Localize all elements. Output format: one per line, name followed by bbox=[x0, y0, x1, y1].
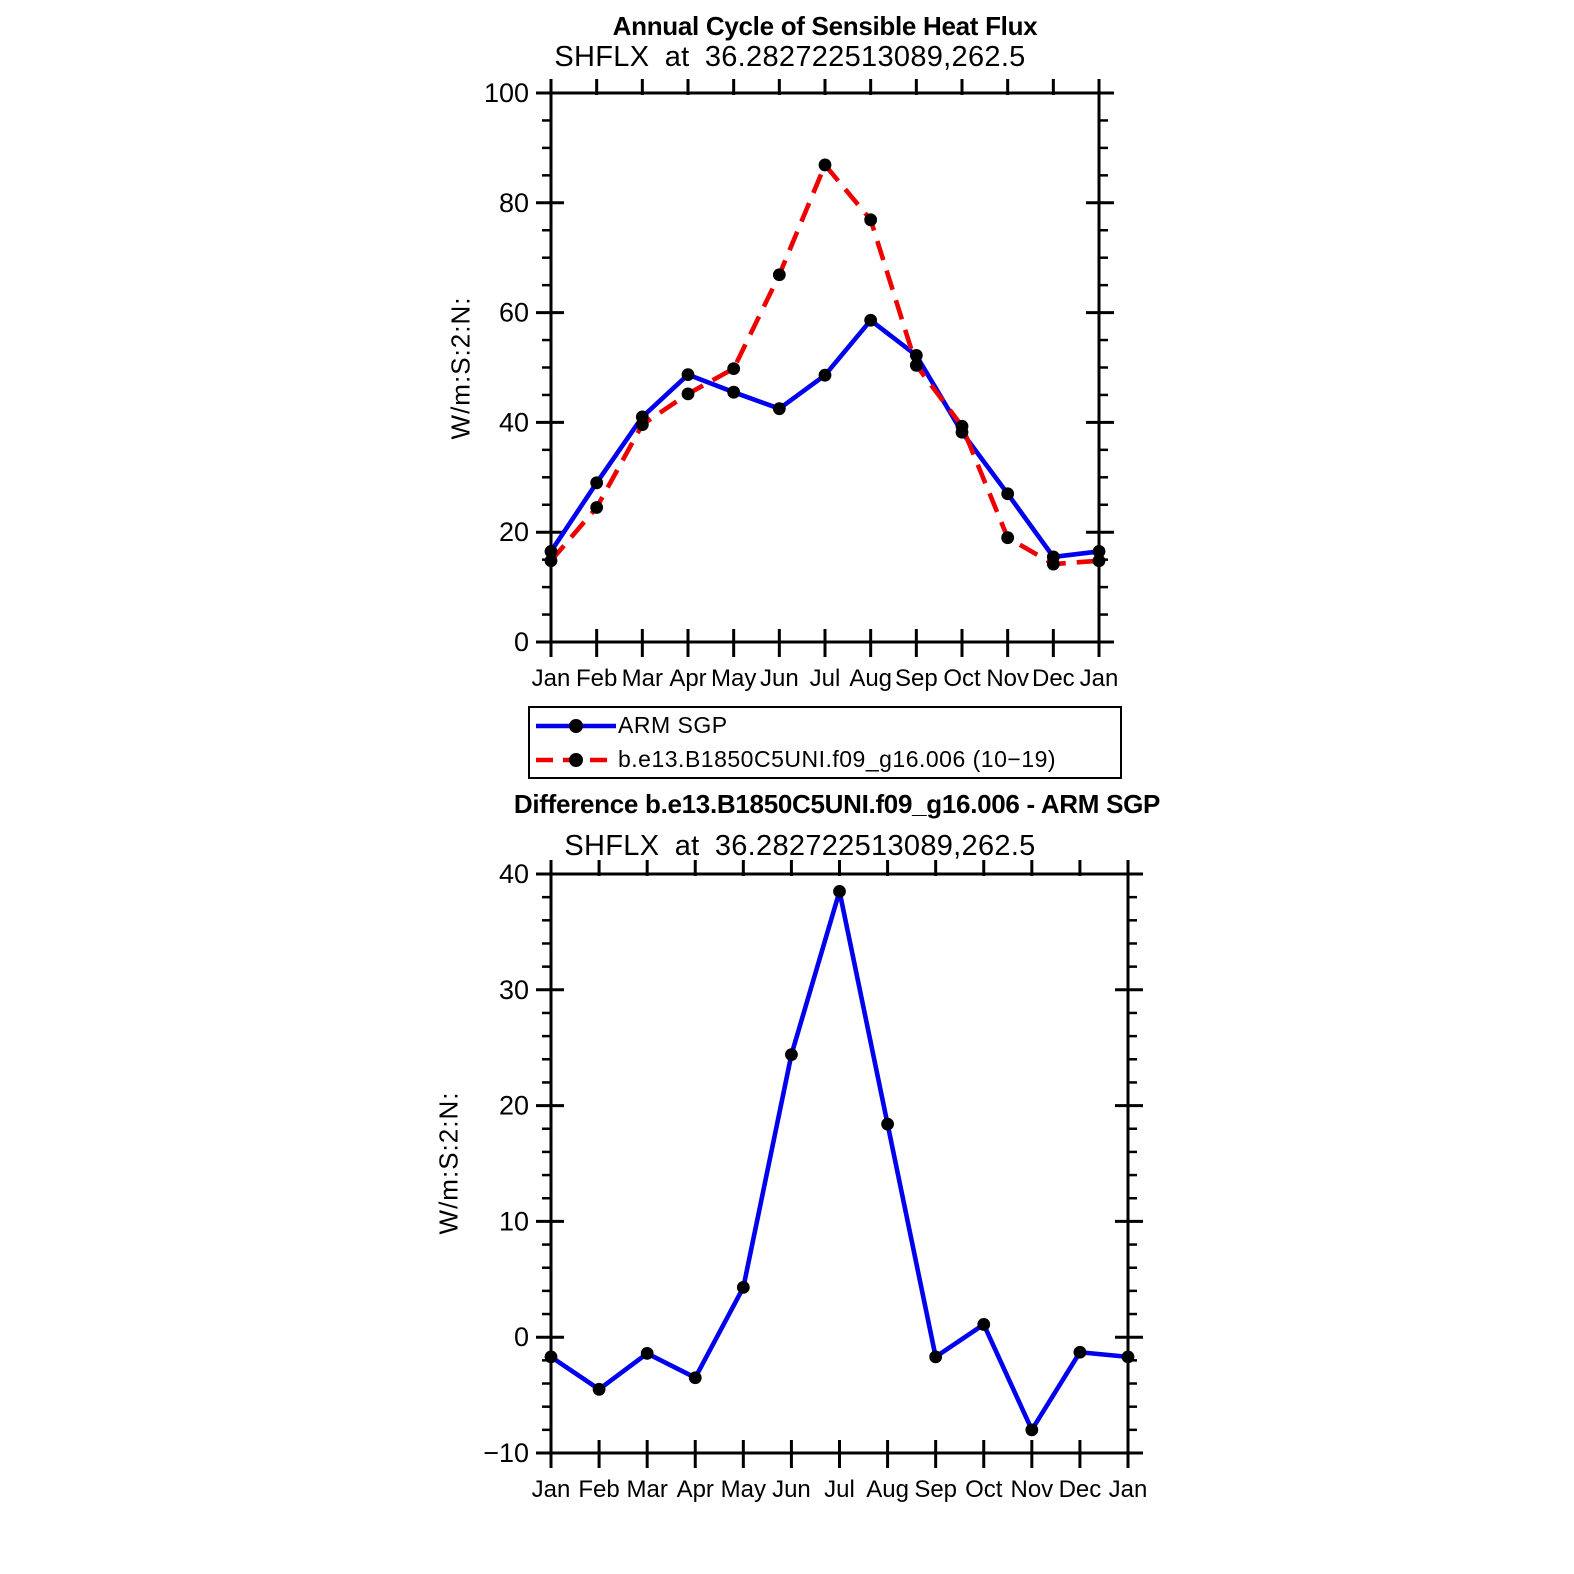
top-chart-title: Annual Cycle of Sensible Heat Flux bbox=[612, 11, 1038, 41]
data-point-marker bbox=[1074, 1346, 1087, 1359]
data-point-marker bbox=[593, 1383, 606, 1396]
y-tick-label: 40 bbox=[498, 407, 529, 438]
data-point-marker bbox=[682, 387, 695, 400]
y-tick-label: 20 bbox=[498, 517, 529, 548]
x-tick-label: Nov bbox=[986, 665, 1030, 692]
x-tick-label: Aug bbox=[866, 1476, 909, 1503]
data-point-marker bbox=[1122, 1350, 1135, 1363]
data-point-marker bbox=[833, 885, 846, 898]
legend-label: b.e13.B1850C5UNI.f09_g16.006 (10−19) bbox=[618, 746, 1057, 772]
legend-item-arm-sgp bbox=[534, 709, 1120, 742]
legend-line-sample-solid bbox=[534, 717, 618, 735]
x-tick-label: Apr bbox=[676, 1476, 714, 1503]
legend-line-sample-dashed bbox=[534, 751, 618, 769]
y-tick-label: −10 bbox=[483, 1438, 529, 1468]
legend bbox=[528, 706, 1122, 779]
x-tick-label: Jun bbox=[772, 1476, 811, 1503]
data-point-marker bbox=[727, 386, 740, 399]
plot-frame bbox=[551, 93, 1099, 642]
y-tick-label: 10 bbox=[498, 1206, 529, 1237]
data-point-marker bbox=[773, 402, 786, 415]
data-point-marker bbox=[590, 476, 603, 489]
data-point-marker bbox=[956, 420, 969, 433]
y-tick-label: 20 bbox=[498, 1090, 529, 1121]
data-point-marker bbox=[785, 1048, 798, 1061]
data-point-marker bbox=[864, 213, 877, 226]
data-point-marker bbox=[689, 1371, 702, 1384]
legend-label: ARM SGP bbox=[618, 712, 728, 738]
data-point-marker bbox=[737, 1281, 750, 1294]
difference-chart-title: Difference b.e13.B1850C5UNI.f09_g16.006 - ARM SGP bbox=[513, 789, 1161, 819]
x-tick-label: Dec bbox=[1058, 1476, 1102, 1503]
x-tick-label: Feb bbox=[575, 665, 618, 692]
y-tick-label: 0 bbox=[513, 1322, 529, 1353]
data-point-marker bbox=[727, 362, 740, 375]
data-point-marker bbox=[682, 368, 695, 381]
data-point-marker bbox=[864, 314, 877, 327]
y-tick-label: 80 bbox=[498, 187, 529, 218]
x-tick-label: May bbox=[710, 665, 757, 692]
data-point-marker bbox=[929, 1350, 942, 1363]
data-point-marker bbox=[910, 359, 923, 372]
data-point-marker bbox=[636, 418, 649, 431]
data-point-marker bbox=[977, 1318, 990, 1331]
data-point-marker bbox=[1093, 554, 1106, 567]
top-y-axis-title: W/m:S:2:N: bbox=[445, 296, 476, 440]
data-point-marker bbox=[1001, 531, 1014, 544]
x-tick-label: Mar bbox=[621, 665, 664, 692]
data-point-marker bbox=[1047, 558, 1060, 571]
data-point-marker bbox=[641, 1347, 654, 1360]
y-tick-label: 60 bbox=[498, 297, 529, 328]
x-tick-label: Jan bbox=[1079, 665, 1119, 692]
x-tick-label: Oct bbox=[965, 1476, 1003, 1503]
data-point-marker bbox=[773, 268, 786, 281]
x-tick-label: Jun bbox=[759, 665, 799, 692]
series-line bbox=[551, 320, 1099, 557]
x-tick-label: Apr bbox=[669, 665, 707, 692]
y-tick-label: 30 bbox=[498, 974, 529, 1005]
x-tick-label: Sep bbox=[894, 665, 938, 692]
data-point-marker bbox=[590, 501, 603, 514]
difference-chart-subtitle: SHFLX at 36.282722513089,262.5 bbox=[564, 830, 1036, 862]
data-point-marker bbox=[545, 1350, 558, 1363]
y-tick-label: 0 bbox=[513, 627, 529, 657]
x-tick-label: Jan bbox=[531, 665, 571, 692]
x-tick-label: Sep bbox=[914, 1476, 958, 1503]
difference-y-axis-title: W/m:S:2:N: bbox=[433, 1091, 464, 1235]
data-point-marker bbox=[1001, 487, 1014, 500]
x-tick-label: Jul bbox=[824, 1476, 855, 1503]
x-tick-label: Jan bbox=[531, 1476, 571, 1503]
data-point-marker bbox=[545, 554, 558, 567]
x-tick-label: Feb bbox=[578, 1476, 620, 1503]
plot-frame bbox=[551, 874, 1128, 1453]
x-tick-label: May bbox=[720, 1476, 767, 1503]
series-line bbox=[551, 891, 1128, 1429]
x-tick-label: Dec bbox=[1031, 665, 1075, 692]
data-point-marker bbox=[1025, 1423, 1038, 1436]
data-point-marker bbox=[819, 159, 832, 172]
y-tick-label: 100 bbox=[483, 78, 529, 108]
x-tick-label: Oct bbox=[943, 665, 981, 692]
x-tick-label: Aug bbox=[849, 665, 893, 692]
x-tick-label: Mar bbox=[626, 1476, 668, 1503]
x-tick-label: Jul bbox=[809, 665, 841, 692]
data-point-marker bbox=[819, 369, 832, 382]
x-tick-label: Nov bbox=[1010, 1476, 1054, 1503]
x-tick-label: Jan bbox=[1108, 1476, 1148, 1503]
data-point-marker bbox=[881, 1118, 894, 1131]
top-chart-subtitle: SHFLX at 36.282722513089,262.5 bbox=[554, 41, 1026, 73]
legend-item-model-run bbox=[534, 743, 1120, 776]
y-tick-label: 40 bbox=[498, 859, 529, 889]
